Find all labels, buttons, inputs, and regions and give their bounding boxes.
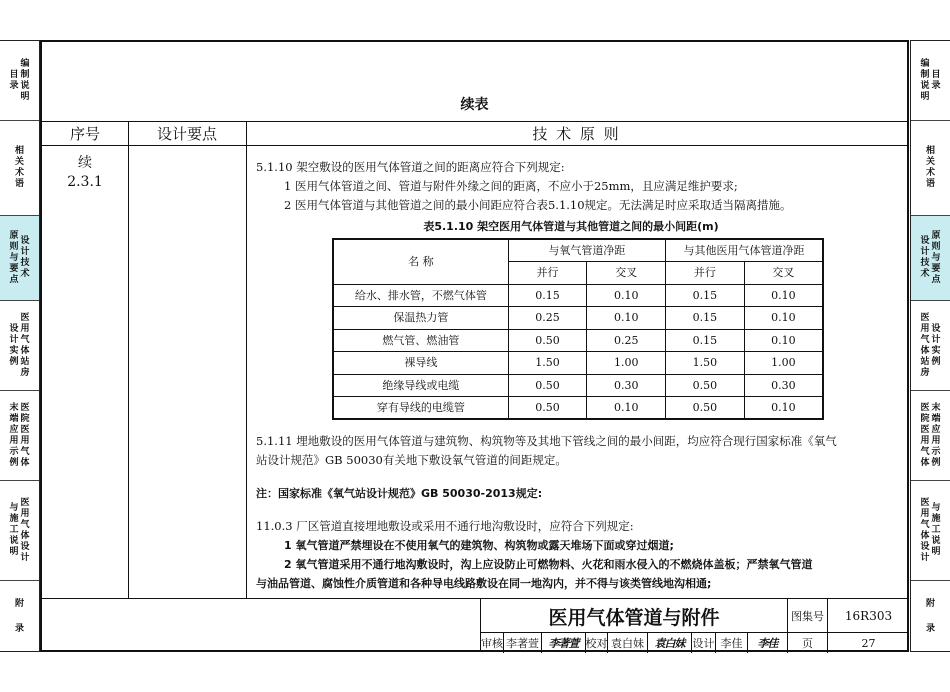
tab-col: 目 录 <box>931 69 941 91</box>
table-cell: 1.50 <box>666 352 745 375</box>
tab-col: 设 计 技 术 <box>20 236 30 279</box>
page-label: 页 <box>787 633 827 653</box>
table-caption: 表5.1.10 架空医用气体管道与其他管道之间的最小间距(m) <box>423 220 719 233</box>
side-tab-design-examples[interactable] <box>911 301 950 391</box>
reviewer-name: 李著萱 <box>503 633 541 653</box>
clause-text: 11.0.3 厂区管道直接埋地敷设或采用不通行地沟敷设时，应符合下列规定: <box>256 519 634 533</box>
table-cell-name: 燃气管、燃油管 <box>333 329 508 352</box>
table-row <box>333 374 823 397</box>
tab-col: 与 施 工 说 明 <box>9 503 19 557</box>
title-block-row <box>481 633 909 653</box>
table-cell: 0.10 <box>587 284 666 307</box>
clause-text: 2 氧气管道采用不通行地沟敷设时，沟上应设防止可燃物料、火花和雨水侵入的不燃烧体盖板；严禁氧气管道 <box>284 558 813 571</box>
tab-col: 设 计 实 例 <box>9 323 19 367</box>
table-cell: 0.50 <box>508 374 587 397</box>
tab-col: 编 制 说 明 <box>920 58 930 102</box>
table-row <box>333 352 823 375</box>
tab-col: 医 院 医 用 气 体 <box>920 402 930 468</box>
drawing-name: 医用气体管道与附件 <box>548 606 720 629</box>
side-tab-appendix[interactable] <box>911 581 950 652</box>
side-tab-contents[interactable] <box>0 41 39 121</box>
table-subheader: 交叉 <box>587 262 666 285</box>
atlas-label: 图集号 <box>787 599 827 632</box>
seq-line: 续 <box>78 155 92 171</box>
design-label: 设计 <box>691 633 715 653</box>
table-cell: 0.25 <box>587 329 666 352</box>
title-area <box>42 42 907 122</box>
tab-col: 附 录 <box>925 598 935 634</box>
page-title: 续表 <box>460 97 489 113</box>
table-cell: 0.30 <box>587 374 666 397</box>
check-label: 校对 <box>585 633 607 653</box>
table-cell: 1.00 <box>587 352 666 375</box>
table-subheader: 交叉 <box>744 262 823 285</box>
header-seq: 序号 <box>42 122 128 146</box>
table-cell: 0.10 <box>587 307 666 330</box>
side-tab-appendix[interactable] <box>0 581 39 652</box>
tab-col: 原 则 与 要 点 <box>9 230 19 285</box>
table-cell: 0.15 <box>666 307 745 330</box>
clause-text: 5.1.11 埋地敷设的医用气体管道与建筑物、构筑物等及其地下管线之间的最小间距，均应符合现行国家标准《氧气 <box>256 434 837 448</box>
column-divider <box>246 122 247 598</box>
table-cell: 0.50 <box>508 397 587 420</box>
designer-name: 李佳 <box>715 633 747 653</box>
table-cell-name: 裸导线 <box>333 352 508 375</box>
atlas-number: 16R303 <box>827 599 909 632</box>
table-header-name: 名 称 <box>333 239 508 284</box>
tab-col: 设 计 技 术 <box>920 236 930 279</box>
table-cell: 0.50 <box>508 329 587 352</box>
table-row <box>333 397 823 420</box>
table-cell-name: 给水、排水管，不燃气体管 <box>333 284 508 307</box>
table-cell: 0.15 <box>666 329 745 352</box>
tab-col: 原 则 与 要 点 <box>931 230 941 285</box>
table-header-other: 与其他医用气体管道净距 <box>666 239 823 262</box>
tab-col: 设 计 实 例 <box>931 323 941 367</box>
table-cell: 0.10 <box>744 307 823 330</box>
tab-col: 医 用 气 体 站 房 <box>920 312 930 378</box>
tab-col: 医 用 气 体 站 房 <box>20 312 30 378</box>
clause-text: 5.1.10 架空敷设的医用气体管道之间的距离应符合下列规定: <box>256 160 565 174</box>
side-tab-construction[interactable] <box>911 481 950 581</box>
checker-name: 袁白妹 <box>607 633 647 653</box>
table-cell-name: 绝缘导线或电缆 <box>333 374 508 397</box>
right-side-nav <box>910 40 950 652</box>
tab-col: 医 用 气 体 设 计 <box>20 497 30 563</box>
clause-text: 站设计规范》GB 50030有关地下敷设氧气管道的间距规定。 <box>256 453 567 467</box>
side-tab-construction[interactable] <box>0 481 39 581</box>
tab-col: 末 端 应 用 示 例 <box>931 402 941 468</box>
principle-content <box>256 158 906 593</box>
table-cell: 0.15 <box>666 284 745 307</box>
table-cell-name: 保温热力管 <box>333 307 508 330</box>
side-tab-principles[interactable] <box>0 216 39 301</box>
tab-col: 与 施 工 说 明 <box>931 503 941 557</box>
sequence-number <box>42 154 128 192</box>
header-technical-principle: 技 术 原 则 <box>246 122 907 146</box>
note-text: 注：国家标准《氧气站设计规范》GB 50030-2013规定: <box>256 487 543 500</box>
table-subheader: 并行 <box>508 262 587 285</box>
tab-col: 相 关 术 语 <box>14 146 24 189</box>
drawing-frame <box>40 40 909 652</box>
seq-line: 2.3.1 <box>67 174 103 190</box>
tab-col: 医 用 气 体 设 计 <box>920 497 930 563</box>
side-tab-terminal-examples[interactable] <box>0 391 39 481</box>
side-tab-terminal-examples[interactable] <box>911 391 950 481</box>
clause-text: 1 氧气管道严禁埋设在不使用氧气的建筑物、构筑物或露天堆场下面或穿过烟道; <box>284 539 674 552</box>
table-cell: 0.30 <box>744 374 823 397</box>
table-cell: 0.25 <box>508 307 587 330</box>
clause-text: 2 医用气体管道与其他管道之间的最小间距应符合表5.1.10规定。无法满足时应采取适当隔离措施。 <box>284 198 792 212</box>
tab-col: 编 制 说 明 <box>20 58 30 102</box>
page-number: 27 <box>827 633 909 653</box>
table-cell: 1.50 <box>508 352 587 375</box>
review-label: 审核 <box>481 637 503 650</box>
table-cell: 0.50 <box>666 397 745 420</box>
table-row <box>333 329 823 352</box>
side-tab-terms[interactable] <box>0 121 39 216</box>
tab-col: 目 录 <box>9 69 19 91</box>
table-header-oxygen: 与氧气管道净距 <box>508 239 665 262</box>
table-cell-name: 穿有导线的电缆管 <box>333 397 508 420</box>
clause-text: 与油品管道、腐蚀性介质管道和各种导电线路敷设在同一地沟内，并不得与该类管线地沟相通; <box>256 577 712 590</box>
table-cell: 0.50 <box>666 374 745 397</box>
header-design-point: 设计要点 <box>128 122 246 146</box>
title-block <box>480 598 909 652</box>
table-cell: 0.10 <box>744 397 823 420</box>
tab-col: 相 关 术 语 <box>925 146 935 189</box>
column-divider <box>128 122 129 598</box>
tab-col: 医 院 医 用 气 体 <box>20 402 30 468</box>
side-tab-terms[interactable] <box>911 121 950 216</box>
title-block-row <box>481 599 909 633</box>
table-cell: 0.10 <box>587 397 666 420</box>
table-cell: 1.00 <box>744 352 823 375</box>
tab-col: 末 端 应 用 示 例 <box>9 402 19 468</box>
table-cell: 0.10 <box>744 284 823 307</box>
table-subheader: 并行 <box>666 262 745 285</box>
clause-text: 1 医用气体管道之间、管道与附件外缘之间的距离，不应小于25mm，且应满足维护要求; <box>284 179 738 193</box>
spacing-table <box>332 238 824 420</box>
reviewer-signature: 李著萱 <box>541 633 585 653</box>
table-cell: 0.15 <box>508 284 587 307</box>
table-cell: 0.10 <box>744 329 823 352</box>
table-row <box>333 307 823 330</box>
side-tab-contents[interactable] <box>911 41 950 121</box>
designer-signature: 李佳 <box>747 633 787 653</box>
tab-col: 附 录 <box>14 598 24 634</box>
left-side-nav <box>0 40 40 652</box>
side-tab-design-examples[interactable] <box>0 301 39 391</box>
checker-signature: 袁白妹 <box>647 633 691 653</box>
side-tab-principles[interactable] <box>911 216 950 301</box>
table-row <box>333 284 823 307</box>
